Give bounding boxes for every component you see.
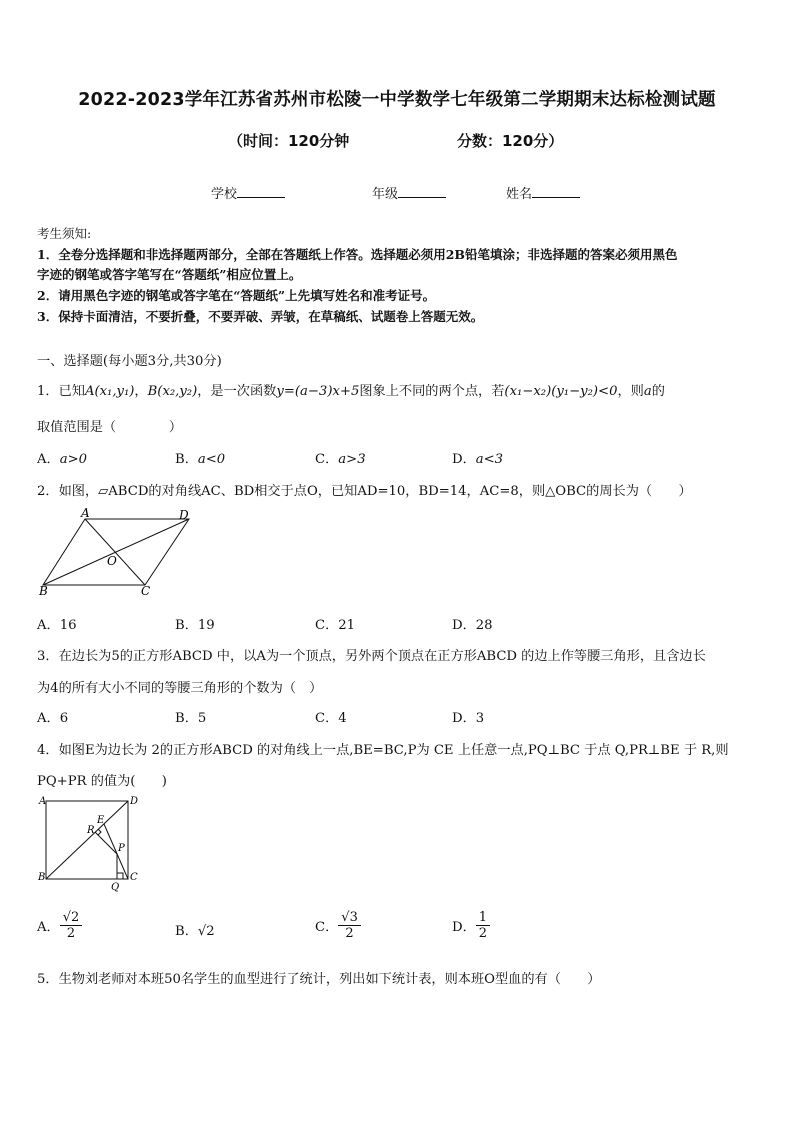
notice-line-1: 1．全卷分选择题和非选择题两部分，全部在答题纸上作答。选择题必须用2B铅笔填涂；非选择题的答案必须用黑色 bbox=[37, 247, 678, 262]
label-a: A bbox=[39, 796, 47, 807]
q4-option-b[interactable]: B．√2 bbox=[175, 924, 215, 939]
question-3-line-2: 为4的所有大小不同的等腰三角形的个数为（ ） bbox=[37, 681, 323, 696]
question-5-text: 5．生物刘老师对本班50名学生的血型进行了统计，列出如下统计表，则本班O型血的有（ ） bbox=[37, 972, 601, 987]
right-angle-r bbox=[98, 829, 101, 835]
parallelogram-figure bbox=[37, 505, 195, 599]
q1-variable: a bbox=[643, 384, 652, 399]
q4-option-d[interactable]: D． $\frac{1}{2}$ bbox=[452, 910, 490, 941]
label-q: Q bbox=[111, 882, 120, 893]
q3-option-a[interactable]: A．6 bbox=[37, 711, 69, 726]
q1-text-b: ， bbox=[134, 384, 148, 399]
square-figure bbox=[37, 794, 147, 894]
q1-text-f: 的 bbox=[651, 384, 665, 399]
question-1-line-2: 取值范围是（ ） bbox=[37, 420, 183, 435]
school-field bbox=[211, 183, 285, 202]
q1-option-d[interactable]: D．a<3 bbox=[452, 452, 504, 467]
label-e: E bbox=[97, 815, 105, 826]
notice-line-2: 2．请用黑色字迹的钢笔或答字笔在“答题纸”上先填写姓名和准考证号。 bbox=[37, 288, 436, 303]
q2-option-a[interactable]: A．16 bbox=[37, 618, 77, 633]
school-label: 学校 bbox=[211, 187, 238, 202]
label-c: C bbox=[130, 872, 138, 883]
question-4-line-1: 4．如图E为边长为 2的正方形ABCD 的对角线上一点,BE=BC,P为 CE 上任意一点,PQ⊥BC 于点 Q,PR⊥BE 于 R,则 bbox=[37, 743, 729, 758]
q1-point-b: B(x₂,y₂) bbox=[147, 384, 198, 399]
question-1-line-1 bbox=[37, 380, 665, 399]
q2-option-d[interactable]: D．28 bbox=[452, 618, 493, 633]
notice-heading: 考生须知: bbox=[37, 226, 92, 241]
section-heading: 一、选择题(每小题3分,共30分) bbox=[37, 354, 222, 369]
notice-line-3: 3．保持卡面清洁，不要折叠，不要弄破、弄皱，在草稿纸、试题卷上答题无效。 bbox=[37, 309, 484, 324]
q4-option-c[interactable]: C． $\frac{√3}{2}$ bbox=[315, 910, 361, 941]
q1-text-a: 1．已知 bbox=[37, 384, 85, 399]
label-c: C bbox=[141, 584, 151, 598]
label-b: B bbox=[39, 584, 48, 598]
notice-line-1b: 字迹的钢笔或答字笔写在“答题纸”相应位置上。 bbox=[37, 267, 302, 282]
diagonal-bd bbox=[46, 801, 128, 879]
q1-point-a: A(x₁,y₁) bbox=[84, 384, 135, 399]
question-2-text: 2．如图，▱ABCD的对角线AC、BD相交于点O，已知AD=10，BD=14，AC=8，则△OBC的周长为（ ） bbox=[37, 484, 692, 499]
grade-label: 年级 bbox=[372, 187, 399, 202]
q4-option-a[interactable]: A． $\frac{√2}{2}$ bbox=[37, 910, 82, 941]
question-4-line-2: PQ+PR 的值为( ) bbox=[37, 774, 167, 789]
label-p: P bbox=[118, 843, 125, 854]
q3-option-d[interactable]: D．3 bbox=[452, 711, 485, 726]
q2-option-c[interactable]: C．21 bbox=[315, 618, 356, 633]
q1-function: y=(a−3)x+5 bbox=[276, 384, 360, 399]
label-d: D bbox=[130, 796, 139, 807]
page-title: 2022-2023学年江苏省苏州市松陵一中学数学七年级第二学期期末达标检测试题 bbox=[78, 90, 716, 110]
q3-option-c[interactable]: C．4 bbox=[315, 711, 347, 726]
name-label: 姓名 bbox=[506, 187, 533, 202]
q1-text-d: 图象上不同的两个点，若 bbox=[359, 384, 505, 399]
q1-option-c[interactable]: C．a>3 bbox=[315, 452, 366, 467]
label-o: O bbox=[107, 554, 117, 568]
grade-blank bbox=[398, 185, 446, 198]
label-d: D bbox=[179, 508, 189, 522]
q1-option-b[interactable]: B．a<0 bbox=[175, 452, 226, 467]
q1-condition: (x₁−x₂)(y₁−y₂)<0 bbox=[504, 384, 618, 399]
q1-option-a[interactable]: A．a>0 bbox=[37, 452, 88, 467]
name-field bbox=[506, 183, 580, 202]
label-b: B bbox=[38, 872, 46, 883]
grade-field bbox=[372, 183, 446, 202]
right-angle-q bbox=[117, 873, 123, 879]
time-label: （时间：120分钟 bbox=[228, 132, 350, 150]
score-label: 分数：120分） bbox=[457, 132, 564, 150]
label-r: R bbox=[87, 825, 95, 836]
name-blank bbox=[532, 185, 580, 198]
q1-text-e: ，则 bbox=[617, 384, 644, 399]
q3-option-b[interactable]: B．5 bbox=[175, 711, 207, 726]
q2-option-b[interactable]: B．19 bbox=[175, 618, 215, 633]
school-blank bbox=[237, 185, 285, 198]
question-3-line-1: 3．在边长为5的正方形ABCD 中，以A为一个顶点，另外两个顶点在正方形ABCD 的边上作等腰三角形，且含边长 bbox=[37, 649, 706, 664]
label-a: A bbox=[81, 506, 90, 520]
q1-text-c: ，是一次函数 bbox=[197, 384, 277, 399]
